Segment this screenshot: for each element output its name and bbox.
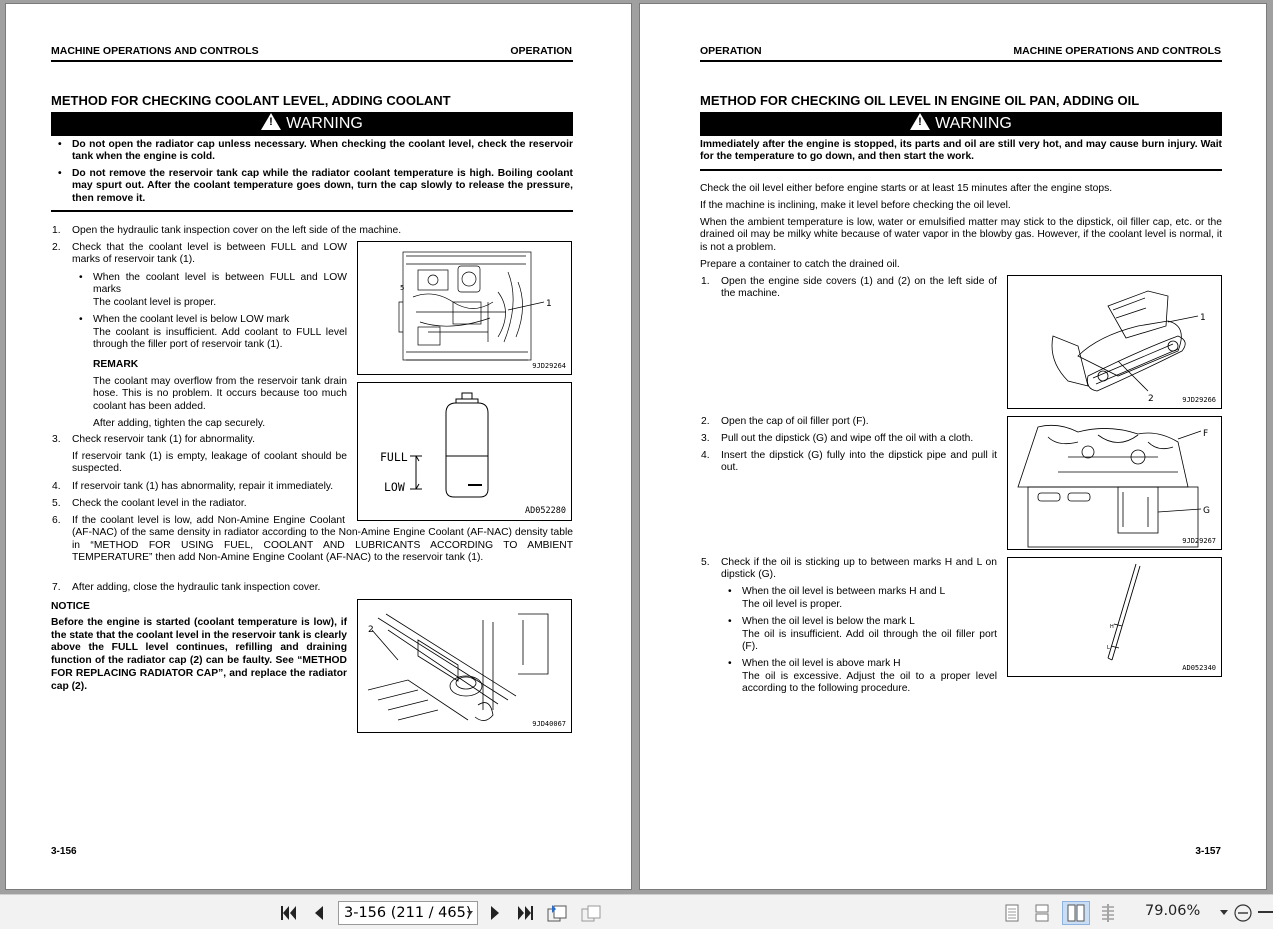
paragraph: Check the oil level either before engine starts or at least 15 minutes after the engine stops. xyxy=(700,183,1113,194)
bullet-icon: • xyxy=(58,139,62,150)
next-page-icon[interactable] xyxy=(488,904,502,922)
step-number: 1. xyxy=(52,225,61,236)
bullet-icon: • xyxy=(79,314,83,325)
facing-pages-icon xyxy=(1067,904,1085,922)
step-number: 1. xyxy=(701,276,710,287)
bullet-icon: • xyxy=(728,616,732,627)
condition-text: When the oil level is between marks H and L xyxy=(742,586,946,597)
step-text: Check that the coolant level is between FULL and LOW marks of reservoir tank (1). xyxy=(72,242,347,266)
paragraph: If the machine is inclining, make it level before checking the oil level. xyxy=(700,200,1011,211)
notice-text: Before the engine is started (coolant temperature is low), if the state that the coolant level in the reservoir tank is clearly above the FULL level continues, refilling and draining function of the radiator cap (2) can be faulty. See “METHOD FOR REPLACING RADIATOR CAP”, and replace the radiator cap (2). xyxy=(51,617,347,692)
zoom-slider-track[interactable] xyxy=(1258,911,1273,913)
warning-label: WARNING xyxy=(286,115,363,132)
go-forward-view-icon[interactable] xyxy=(580,904,602,922)
figure-dipstick xyxy=(1007,557,1222,677)
continuous-facing-view-icon[interactable] xyxy=(1100,904,1116,922)
dipstick-mark-h: H xyxy=(1110,624,1114,630)
warning-end-rule xyxy=(700,169,1222,171)
step-text: Open the engine side covers (1) and (2) on the left side of the machine. xyxy=(721,276,997,300)
figure-callout: G xyxy=(1203,506,1210,516)
step-text: Check reservoir tank (1) for abnormality. xyxy=(72,434,255,445)
section-title: METHOD FOR CHECKING COOLANT LEVEL, ADDING COOLANT xyxy=(51,93,451,108)
step-number: 5. xyxy=(52,498,61,509)
figure-code: 9JD40067 xyxy=(532,720,566,728)
step-number: 5. xyxy=(701,557,710,568)
running-header-left: OPERATION xyxy=(700,45,762,57)
header-rule xyxy=(700,60,1222,62)
notice-label: NOTICE xyxy=(51,601,90,612)
result-text: The coolant is insufficient. Add coolant to FULL level through the filler port of reservoir tank (1). xyxy=(93,327,347,351)
section-title: METHOD FOR CHECKING OIL LEVEL IN ENGINE OIL PAN, ADDING OIL xyxy=(700,93,1140,108)
dipstick-mark-l: L xyxy=(1107,645,1110,651)
figure-code: AD052280 xyxy=(525,506,566,516)
figure-callout: 2 xyxy=(1148,394,1154,404)
figure-callout: 2 xyxy=(368,625,374,635)
step-number: 4. xyxy=(52,481,61,492)
result-text: The oil is insufficient. Add oil through the oil filler port (F). xyxy=(742,629,997,653)
warning-text: Immediately after the engine is stopped, its parts and oil are still very hot, and may cause burn injury. Wait for the temperature to go down, and then start the work. xyxy=(700,139,1222,163)
bullet-icon: • xyxy=(728,658,732,669)
step-text: Insert the dipstick (G) fully into the dipstick pipe and pull it out. xyxy=(721,450,997,474)
warning-icon: ! xyxy=(910,113,930,130)
bullet-icon: • xyxy=(728,586,732,597)
step-text: Open the hydraulic tank inspection cover on the left side of the machine. xyxy=(72,225,402,236)
continuous-view-icon[interactable] xyxy=(1034,904,1050,922)
result-text: The oil is excessive. Adjust the oil to a proper level according to the following procedure. xyxy=(742,671,997,695)
running-header-right: OPERATION xyxy=(510,45,572,57)
page-number: 3-157 xyxy=(1195,846,1221,857)
warning-label: WARNING xyxy=(935,115,1012,132)
page-right xyxy=(639,3,1267,890)
step-number: 2. xyxy=(701,416,710,427)
condition-text: When the coolant level is below LOW mark xyxy=(93,314,290,325)
warning-icon: ! xyxy=(261,113,281,130)
figure-machine xyxy=(1007,275,1222,409)
bullet-icon: • xyxy=(58,168,62,179)
figure-callout: 1 xyxy=(546,299,552,309)
go-back-view-icon[interactable] xyxy=(546,904,568,922)
step-text: Check if the oil is sticking up to between marks H and L on dipstick (G). xyxy=(721,557,997,581)
page-number-value: 3-156 (211 / 465) xyxy=(344,905,472,921)
paragraph: Prepare a container to catch the drained oil. xyxy=(700,259,900,270)
engine-compartment-drawing xyxy=(358,242,571,374)
step-text: Pull out the dipstick (G) and wipe off the oil with a cloth. xyxy=(721,433,974,444)
chevron-down-icon[interactable] xyxy=(467,911,473,915)
facing-view-button[interactable] xyxy=(1062,901,1090,925)
figure-callout: F xyxy=(1203,429,1209,439)
step-number: 7. xyxy=(52,582,61,593)
figure-code: 9JD29266 xyxy=(1182,396,1216,404)
step-text: If reservoir tank (1) has abnormality, repair it immediately. xyxy=(72,481,334,492)
step-note: If reservoir tank (1) is empty, leakage of coolant should be suspected. xyxy=(72,451,347,475)
figure-radiator-cap xyxy=(357,599,572,733)
running-header-left: MACHINE OPERATIONS AND CONTROLS xyxy=(51,45,259,57)
figure-reservoir-tank xyxy=(357,382,572,521)
zoom-level[interactable]: 79.06% xyxy=(1145,903,1201,919)
header-rule xyxy=(51,60,573,62)
figure-oil-filler xyxy=(1007,416,1222,550)
condition-text: When the oil level is above mark H xyxy=(742,658,901,669)
warning-item: Do not remove the reservoir tank cap while the radiator coolant temperature is high. Boiling coolant may spurt out. After the coolant temperature goes down, turn the cap slowly to release the pressure, then remove it. xyxy=(72,168,573,204)
zoom-out-icon[interactable] xyxy=(1233,903,1253,923)
last-page-icon[interactable] xyxy=(516,904,534,922)
figure-code: AD052340 xyxy=(1182,664,1216,672)
step-number: 3. xyxy=(701,433,710,444)
warning-end-rule xyxy=(51,210,573,212)
full-mark-label: FULL xyxy=(380,450,408,464)
machine-drawing xyxy=(1008,276,1221,408)
running-header-right: MACHINE OPERATIONS AND CONTROLS xyxy=(1013,45,1221,57)
figure-engine-compartment xyxy=(357,241,572,375)
result-text: The coolant level is proper. xyxy=(93,297,217,308)
dipstick-drawing xyxy=(1008,558,1221,676)
condition-text: When the oil level is below the mark L xyxy=(742,616,915,627)
page-left xyxy=(5,3,632,890)
step-text: After adding, close the hydraulic tank inspection cover. xyxy=(72,582,321,593)
warning-banner xyxy=(700,112,1222,136)
viewer-toolbar xyxy=(0,894,1273,929)
oil-filler-drawing xyxy=(1008,417,1221,549)
step-number: 6. xyxy=(52,515,61,526)
single-page-view-icon[interactable] xyxy=(1004,904,1020,922)
page-number-field[interactable] xyxy=(338,901,478,925)
warning-banner xyxy=(51,112,573,136)
low-mark-label: LOW xyxy=(384,480,405,494)
svg-text:5: 5 xyxy=(400,284,405,292)
page-number: 3-156 xyxy=(51,846,77,857)
step-text-6: If the coolant level is low, add Non-Amine Engine Coolant (AF-NAC) of the same density in radiator according to the Non-Amine Engine Coolant (AF-NAC) density table in “METHOD FOR USING FUEL, COOLANT AND LUBRICANTS ACCORDING TO AMBIENT TEMPERATURE” then add Non-Amine Engine Coolant (AF-NAC) to the reservoir tank (1). xyxy=(72,515,573,563)
step-text: Check the coolant level in the radiator. xyxy=(72,498,247,509)
step-text: Open the cap of oil filler port (F). xyxy=(721,416,869,427)
condition-text: When the coolant level is between FULL and LOW marks xyxy=(93,272,347,296)
remark-label: REMARK xyxy=(93,359,139,370)
warning-item: Do not open the radiator cap unless necessary. When checking the coolant level, check the reservoir tank when the engine is cold. xyxy=(72,139,573,163)
previous-page-icon[interactable] xyxy=(312,904,326,922)
radiator-cap-drawing xyxy=(358,600,571,732)
after-adding-text: After adding, tighten the cap securely. xyxy=(93,418,266,429)
paragraph: When the ambient temperature is low, water or emulsified matter may stick to the dipstick, oil filler cap, etc. or the drained oil may be milky white because of water vapor in the blowby gas. However, if the coolant level is normal, it is not a problem. xyxy=(700,217,1222,253)
step-number: 4. xyxy=(701,450,710,461)
first-page-icon[interactable] xyxy=(280,904,298,922)
zoom-dropdown-icon[interactable] xyxy=(1220,910,1228,916)
step-number: 2. xyxy=(52,242,61,253)
step-number: 3. xyxy=(52,434,61,445)
remark-text: The coolant may overflow from the reservoir tank drain hose. This is no problem. It occurs because too much coolant has been added. xyxy=(93,376,347,412)
figure-callout: 1 xyxy=(1200,313,1206,323)
figure-code: 9JD29267 xyxy=(1182,537,1216,545)
reservoir-tank-drawing xyxy=(358,383,571,520)
bullet-icon: • xyxy=(79,272,83,283)
result-text: The oil level is proper. xyxy=(742,599,843,610)
figure-code: 9JD29264 xyxy=(532,362,566,370)
